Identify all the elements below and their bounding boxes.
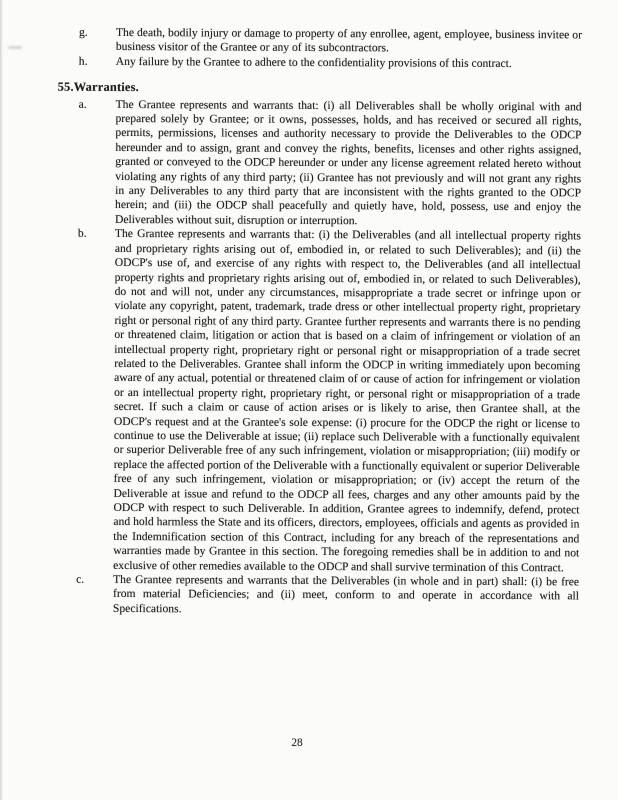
item-text-b: The Grantee represents and warrants that: (i) the Deliverables (and all intellectual property rights and proprietary rights arising out of, embodied in, or related to such Deliverables); and (ii) the ODCP's use of, and exercise of any rights with respect to, the Deliverables (and all intellectual property rights and proprietary rights arising out of, embodied in, or related to such Deliverables), do not and will not, under any circumstances, misappropriate a trade secret or infringe upon or violate any copyright, patent, trademark, trade dress or other intellectual property right, proprietary right or personal right of any third party. Grantee further represents and warrants there is no pending or threatened claim, litigation or action that is based on a claim of infringement or violation of an intellectual property right, proprietary right or personal right or misappropriation of a trade secret related to the Deliverables. Grantee shall inform the ODCP in writing immediately upon becoming aware of any actual, potential or threatened claim of or cause of action for infringement or violation or an intellectual property right, proprietary right, or personal right or misappropriation of a trade secret. If such a claim or cause of action arises or is likely to arise, then Grantee shall, at the ODCP's request and at the Grantee's sole expense: (i) procure for the ODCP the right or license to continue to use the Deliverable at issue; (ii) replace such Deliverable with a functionally equivalent or superior Deliverable free of any such infringement, violation or misappropriation; (iii) modify or replace the affected portion of the Deliverable with a functionally equivalent or superior Deliverable free of any such infringement, violation or misappropriation; or (iv) accept the return of the Deliverable at issue and refund to the ODCP all fees, charges and any other amounts paid by the ODCP with respect to such Deliverable. In addition, Grantee agrees to indemnify, defend, protect and hold harmless the State and its officers, directors, employees, officials and agents as provided in the Indemnification section of this Contract, including for any breach of the representations and warranties made by Grantee in this section. The foregoing remedies shall be in addition to and not exclusive of other remedies available to the ODCP and shall survive termination of this Contract. xyxy=(113,227,581,574)
warranty-item-b xyxy=(55,227,581,575)
item-label-c: c. xyxy=(76,572,85,586)
item-text-h: Any failure by the Grantee to adhere to the confidentiality provisions of this contract. xyxy=(115,54,512,70)
item-label-a: a. xyxy=(78,97,87,111)
warranty-item-a xyxy=(57,97,582,229)
item-text-a: The Grantee represents and warrants that: (i) all Deliverables shall be wholly original with and prepared solely by Grantee; or it owns, possesses, holds, and has received or secured all rights, permits, permissions, licenses and authority necessary to provide the Deliverables to the ODCP hereunder and to assign, grant and convey the rights, benefits, licenses and other rights assigned, granted or conveyed to the ODCP hereunder or under any license agreement related hereto without violating any rights of any third party; (ii) Grantee has not previously and will not grant any rights in any Deliverables to any third party that are inconsistent with the rights granted to the ODCP herein; and (iii) the ODCP shall peacefully and quietly have, hold, possess, use and enjoy the Deliverables without suit, disruption or interruption. xyxy=(114,97,582,228)
list-item-h xyxy=(58,54,582,71)
section-heading-warranties: 55.Warranties. xyxy=(57,79,139,95)
page-number: 28 xyxy=(291,737,303,749)
item-text-c: The Grantee represents and warrants that the Deliverables (in whole and in part) shall: (i) be free from material Deficiencies; and (ii) meet, conform to and operate in accordance with all Specifications. xyxy=(112,572,580,616)
item-label-h: h. xyxy=(78,54,88,68)
list-item-g xyxy=(58,26,582,58)
scan-smudge-artifact xyxy=(8,46,22,49)
scan-edge-artifact xyxy=(0,0,3,800)
warranty-item-c xyxy=(55,573,579,619)
document-body xyxy=(55,26,582,619)
item-label-g: g. xyxy=(78,25,88,39)
item-text-g: The death, bodily injury or damage to property of any enrollee, agent, employee, business invitee or business visitor of the Grantee or any of its subcontractors. xyxy=(115,25,582,55)
item-label-b: b. xyxy=(77,227,87,241)
